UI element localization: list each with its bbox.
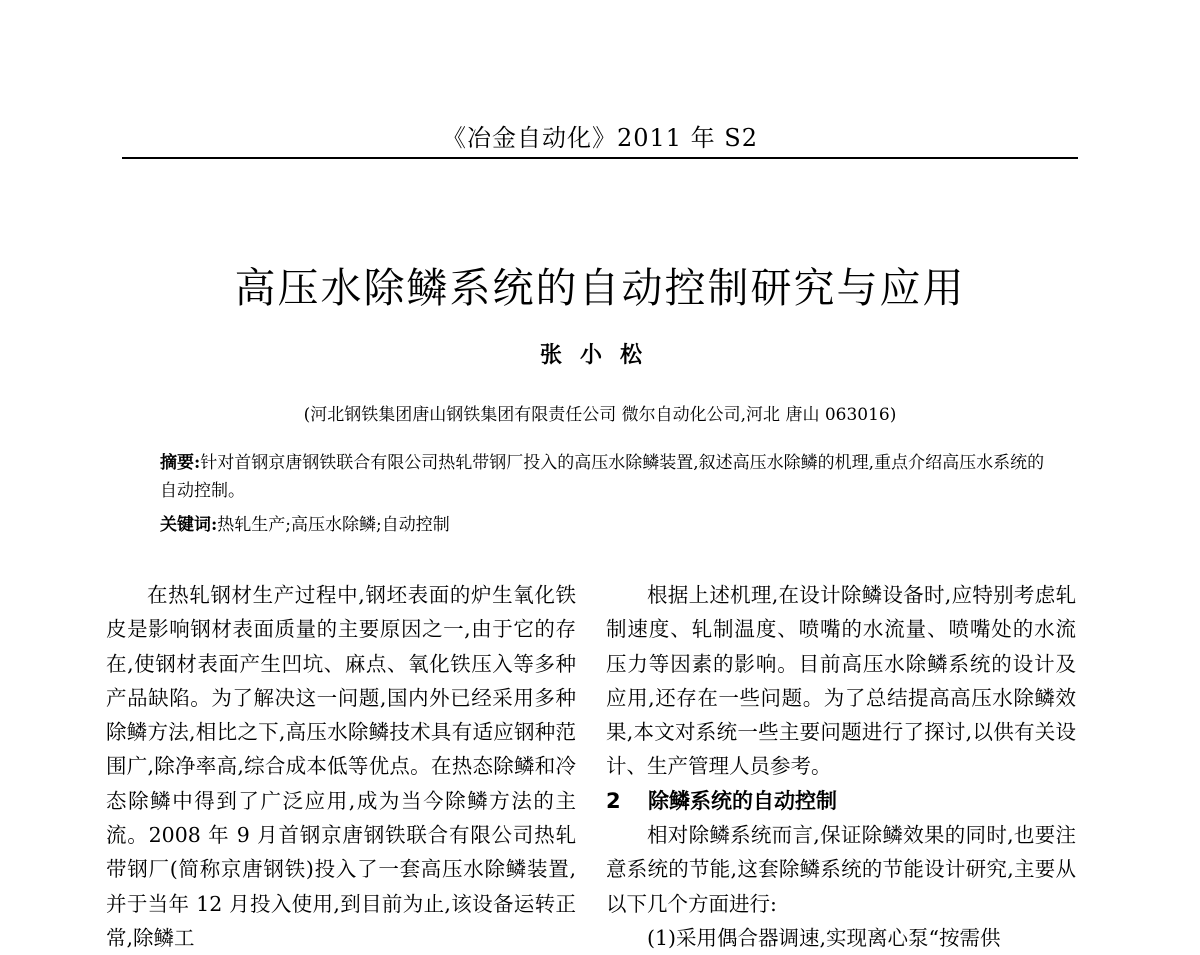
- journal-header: 《冶金自动化》2011 年 S2: [441, 124, 759, 152]
- header-rule: [122, 157, 1078, 159]
- abstract: [160, 449, 1060, 505]
- section-title: 除鳞系统的自动控制: [648, 788, 837, 813]
- body-paragraph: 在热轧钢材生产过程中,钢坯表面的炉生氧化铁皮是影响钢材表面质量的主要原因之一,由于它的存在,使钢材表面产生凹坑、麻点、氧化铁压入等多种产品缺陷。为了解决这一问题,国内外已经采用多种除鳞方法,相比之下,高压水除鳞技术具有适应钢种范围广,除净率高,综合成本低等优点。在热态除鳞和冷态除鳞中得到了广泛应用,成为当今除鳞方法的主流。2008 年 9 月首钢京唐钢铁联合有限公司热轧带钢厂(简称京唐钢铁)投入了一套高压水除鳞装置,并于当年 12 月投入使用,到目前为止,该设备运转正常,除鳞工: [106, 583, 576, 950]
- abstract-label: 摘要:: [160, 453, 201, 473]
- abstract-text: 针对首钢京唐钢铁联合有限公司热轧带钢厂投入的高压水除鳞装置,叙述高压水除鳞的机理,重点介绍高压水系统的自动控制。: [160, 453, 1045, 501]
- section-heading: [606, 784, 1076, 818]
- keywords: [160, 510, 1060, 535]
- body-paragraph: (1)采用偶合器调速,实现离心泵“按需供: [647, 925, 1001, 950]
- paper-title: 高压水除鳞系统的自动控制研究与应用: [234, 264, 966, 312]
- body-paragraph: 相对除鳞系统而言,保证除鳞效果的同时,也要注意系统的节能,这套除鳞系统的节能设计研究,主要从以下几个方面进行:: [606, 823, 1076, 916]
- keywords-label: 关键词:: [160, 515, 218, 535]
- keywords-text: 热轧生产;高压水除鳞;自动控制: [217, 515, 450, 535]
- author: 张小松: [539, 342, 660, 368]
- body-column-right: [606, 578, 1076, 955]
- affiliation: (河北钢铁集团唐山钢铁集团有限责任公司 微尔自动化公司,河北 唐山 063016): [303, 405, 897, 425]
- body-paragraph: 根据上述机理,在设计除鳞设备时,应特别考虑轧制速度、轧制温度、喷嘴的水流量、喷嘴处的水流压力等因素的影响。目前高压水除鳞系统的设计及应用,还存在一些问题。为了总结提高高压水除鳞效果,本文对系统一些主要问题进行了探讨,以供有关设计、生产管理人员参考。: [606, 583, 1076, 779]
- body-column-left: [106, 578, 576, 955]
- section-number: 2: [606, 788, 621, 813]
